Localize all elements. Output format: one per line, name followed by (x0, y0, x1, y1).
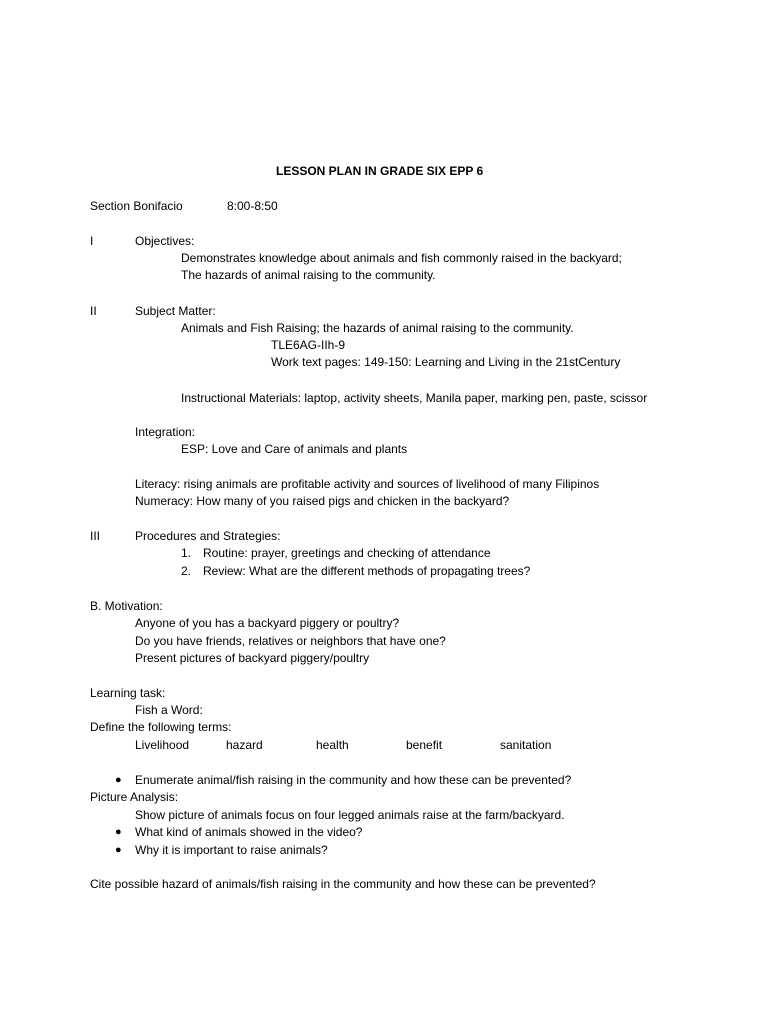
objective-line: The hazards of animal raising to the community. (181, 268, 436, 282)
closing-line: Cite possible hazard of animals/fish raising in the community and how these can be prevented? (90, 877, 596, 891)
section-label: Section Bonifacio (90, 199, 183, 213)
competency-code: TLE6AG-IIh-9 (271, 338, 346, 352)
subject-topic: Animals and Fish Raising; the hazards of animal raising to the community. (181, 321, 574, 335)
procedure-number: 1. (181, 546, 192, 560)
picture-analysis-heading: Picture Analysis: (90, 790, 179, 804)
term: benefit (406, 738, 443, 752)
bullet-icon: ● (115, 774, 122, 786)
bullet-item: Why it is important to raise animals? (135, 843, 328, 857)
fish-a-word: Fish a Word: (135, 703, 203, 717)
integration-esp: ESP: Love and Care of animals and plants (181, 442, 408, 456)
term: Livelihood (135, 738, 190, 752)
learning-task-heading: Learning task: (90, 686, 166, 700)
numeracy-line: Numeracy: How many of you raised pigs and chicken in the backyard? (135, 494, 510, 508)
bullet-icon: ● (115, 844, 122, 856)
term: sanitation (500, 738, 552, 752)
procedure-number: 2. (181, 564, 192, 578)
term: health (316, 738, 349, 752)
subject-matter-heading: Subject Matter: (135, 304, 216, 318)
define-terms-heading: Define the following terms: (90, 720, 232, 734)
part3-numeral: III (90, 529, 101, 543)
literacy-line: Literacy: rising animals are profitable activity and sources of livelihood of many Filipinos (135, 477, 600, 491)
reference-pages: Work text pages: 149-150: Learning and Living in the 21stCentury (271, 355, 621, 369)
bullet-item: What kind of animals showed in the video? (135, 825, 363, 839)
term: hazard (226, 738, 263, 752)
picture-analysis-line: Show picture of animals focus on four legged animals raise at the farm/backyard. (135, 808, 565, 822)
motivation-heading: B. Motivation: (90, 599, 163, 613)
objectives-heading: Objectives: (135, 234, 195, 248)
instructional-materials: Instructional Materials: laptop, activity sheets, Manila paper, marking pen, paste, scissor (181, 391, 648, 405)
document-title: LESSON PLAN IN GRADE SIX EPP 6 (276, 164, 484, 178)
motivation-line: Anyone of you has a backyard piggery or poultry? (135, 616, 400, 630)
procedure-item: Routine: prayer, greetings and checking of attendance (203, 546, 491, 560)
procedures-heading: Procedures and Strategies: (135, 529, 281, 543)
part2-numeral: II (90, 304, 97, 318)
motivation-line: Do you have friends, relatives or neighbors that have one? (135, 634, 446, 648)
integration-heading: Integration: (135, 425, 196, 439)
class-time: 8:00-8:50 (227, 199, 278, 213)
bullet-item: Enumerate animal/fish raising in the community and how these can be prevented? (135, 773, 572, 787)
part1-numeral: I (90, 234, 94, 248)
bullet-icon: ● (115, 826, 122, 838)
motivation-line: Present pictures of backyard piggery/poultry (135, 651, 370, 665)
procedure-item: Review: What are the different methods of propagating trees? (203, 564, 531, 578)
objective-line: Demonstrates knowledge about animals and fish commonly raised in the backyard; (181, 251, 622, 265)
